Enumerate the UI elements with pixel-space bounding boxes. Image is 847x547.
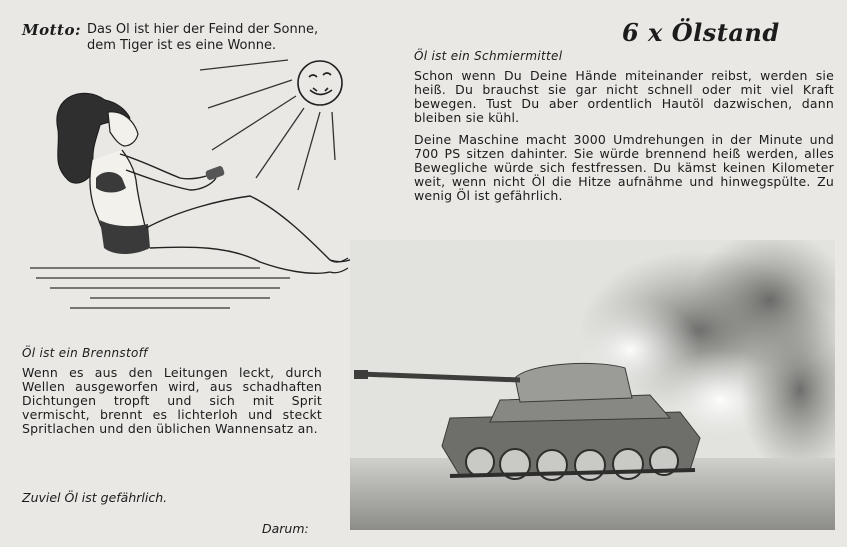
face xyxy=(108,112,138,146)
legs xyxy=(146,196,356,273)
lubricant-heading: Öl ist ein Schmiermittel xyxy=(414,49,563,63)
lubricant-paragraph: Deine Maschine macht 3000 Umdrehungen in der Minute und 700 PS sitzen dahinter. Sie würde brennend heiß werden, alles Bewegliche würde sich festfressen. Du kämst keinen Kilometer weit, wenn nicht Öl die Hitze aufnähme und hinwegspülte. Zu wenig Öl ist gefährlich. xyxy=(414,132,834,203)
sun-icon xyxy=(298,61,342,105)
ground-lines xyxy=(30,268,290,308)
footer-continuation: Darum: xyxy=(262,521,309,536)
page-title: 6 x Ölstand xyxy=(622,18,780,47)
motto-line: dem Tiger ist es eine Wonne. xyxy=(87,38,277,53)
motto-label: Motto: xyxy=(22,21,82,39)
fuel-paragraph: Wenn es aus den Leitungen leckt, durch Wellen ausgeworfen wird, aus schadhaften Dichtungen tropft und sich mit Sprit vermischt, brennt es lichterloh und steckt Spritlachen und den üblichen Wannensatz an. xyxy=(22,365,322,436)
sunbathing-woman-illustration xyxy=(30,50,360,330)
lubricant-section xyxy=(414,49,834,211)
footer-note: Zuviel Öl ist gefährlich. xyxy=(22,490,168,505)
fuel-heading: Öl ist ein Brennstoff xyxy=(22,346,148,360)
tank-photo xyxy=(350,240,835,530)
motto-line: Das Öl ist hier der Feind der Sonne, xyxy=(87,22,319,37)
lubricant-paragraph: Schon wenn Du Deine Hände miteinander reibst, werden sie heiß. Du brauchst sie gar nicht schnell oder mit viel Kraft bewegen. Tust Du aber ordentlich Hautöl dazwischen, dann bleiben sie kühl. xyxy=(414,68,834,125)
fuel-section xyxy=(22,346,322,436)
